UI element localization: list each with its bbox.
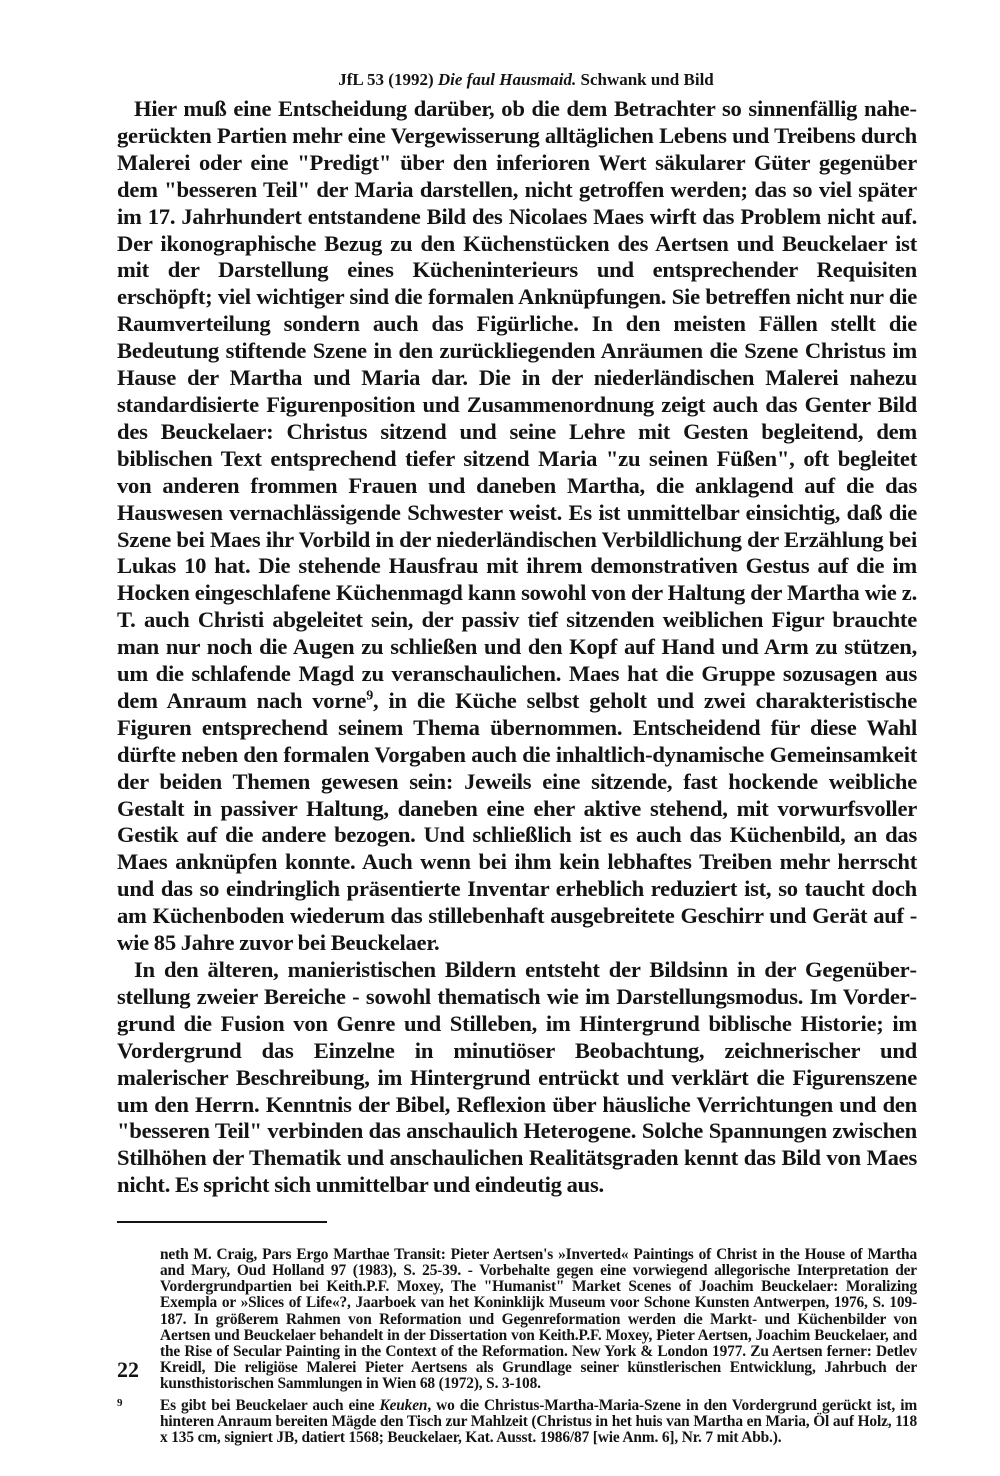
article-title-italic: Die faul Hausmaid. (437, 70, 577, 89)
footnote-reference-9: 9 (366, 688, 373, 704)
paragraph-2: In den älteren, manieristischen Bildern entsteht der Bildsinn in der Gegenüberstellung zweier Bereiche - sowohl thematisch wie im Darstellungsmodus. Im Vordergrund die Fusion von Genre und Stilleben, im Hintergrund biblische Historie; im Vordergrund das Einzelne in minutiöser Beobachtung, zeichnerischer und malerischer Beschreibung, im Hintergrund entrückt und verklärt die Figurenszene um den Herrn. Kenntnis der Bibel, Reflexion über häusliche Verrichtungen und den "besseren Teil" verbinden das anschaulich Heterogene. Solche Spannungen zwischen Stilhöhen der Thematik und anschaulichen Realitätsgraden kennt das Bild von Maes nicht. Es spricht sich unmittelbar und eindeutig aus. (117, 957, 917, 1198)
body-text (117, 96, 917, 1199)
footnote-continuation-text: neth M. Craig, Pars Ergo Marthae Transit: Pieter Aertsen's »Inverted« Paintings of Christ in the House of Martha and Mary, Oud Holland 97 (1983), S. 25-39. - Vorbehalte gegen eine vorwiegend allegorische Interpretation der Vordergrundpartien bei Keith.P.F. Moxey, The "Humanist" Market Scenes of Joachim Beuckelaer: Moralizing Exempla or »Slices of Life«?, Jaarboek van het Koninklijk Museum voor Schone Kunsten Antwerpen, 1976, S. 109-187. In größerem Rahmen von Reformation und Gegenreformation werden die Markt- und Küchenbilder von Aertsen und Beuckelaer behandelt in der Dissertation von Keith.P.F. Moxey, Pieter Aertsen, Joachim Beuckelaer, and the Rise of Secular Painting in the Context of the Reformation. New York & London 1977. Zu Aertsen ferner: Detlev Kreidl, Die religiöse Malerei Pieter Aertsens als Grundlage seiner künstlerischen Entwicklung, Jahrbuch der kunsthistorischen Sammlungen in Wien 68 (1972), S. 3-108. (160, 1246, 917, 1392)
journal-reference: JfL 53 (1992) (338, 70, 434, 89)
footnote-number: 9 (117, 1397, 123, 1409)
footnote-continuation (117, 1247, 917, 1392)
footnote-9-italic: Keuken (379, 1397, 428, 1414)
footnote-rule (117, 1221, 327, 1223)
footnote-9-text (160, 1397, 917, 1446)
running-head (117, 70, 917, 90)
paragraph-1-part-b: , in die Küche selbst geholt und zwei charakteristische Figuren entsprechend seinem Thema übernommen. Entscheidend für diese Wahl dürfte neben den formalen Vorgaben auch die inhaltlich-dynamische Gemeinsamkeit der beiden Themen gewesen sein: Jeweils eine sitzende, fast hockende weibliche Gestalt in passiver Haltung, daneben eine eher aktive stehend, mit vorwurfsvoller Gestik auf die andere bezogen. Und schließlich ist es auch das Küchenbild, an das Maes anknüpfen konnte. Auch wenn bei ihm kein lebhaftes Treiben mehr herrscht und das so eindringlich präsentierte Inventar erheblich reduziert ist, so taucht doch am Küchenboden wiederum das stillebenhaft ausgebreitete Geschirr und Gerät auf - wie 85 Jahre zuvor bei Beuckelaer. (117, 687, 917, 956)
paragraph-1 (117, 96, 917, 957)
footnote-9-part-b: , wo die Christus-Martha-Maria-Szene in den Vordergrund gerückt ist, im hinteren Anraum bereiten Mägde den Tisch zur Mahlzeit (Christus in het huis van Martha en Maria, Öl auf Holz, 118 x 135 cm, signiert JB, datiert 1568; Beuckelaer, Kat. Ausst. 1986/87 [wie Anm. 6], Nr. 7 mit Abb.). (160, 1397, 917, 1447)
footnote-9 (117, 1398, 917, 1446)
page (117, 70, 917, 1446)
paragraph-1-part-a: Hier muß eine Entscheidung darüber, ob die dem Betrachter so sinnenfällig nahegerückten Partien mehr eine Vergewisserung alltäglichen Lebens und Treibens durch Malerei oder eine "Predigt" über den inferioren Wert säkularer Güter gegenüber dem "besseren Teil" der Maria darstellen, nicht getroffen werden; das so viel später im 17. Jahrhundert entstandene Bild des Nicolaes Maes wirft das Problem nicht auf. Der ikonographische Bezug zu den Küchenstücken des Aertsen und Beuckelaer ist mit der Darstellung eines Kücheninterieurs und entsprechender Requisiten erschöpft; viel wichtiger sind die formalen Anknüpfungen. Sie betreffen nicht nur die Raumverteilung sondern auch das Figürliche. In den meisten Fällen stellt die Bedeutung stiftende Szene in den zurückliegenden Anräumen die Szene Christus im Hause der Martha und Maria dar. Die in der niederländischen Malerei nahezu standardisierte Figurenposition und Zusammenordnung zeigt auch das Genter Bild des Beuckelaer: Christus sitzend und seine Lehre mit Gesten begleitend, dem biblischen Text entsprechend tiefer sitzend Maria "zu seinen Füßen", oft begleitet von anderen frommen Frauen und daneben Martha, die anklagend auf die das Hauswesen vernachlässigende Schwester weist. Es ist unmittelbar einsichtig, daß die Szene bei Maes ihr Vorbild in der niederländischen Verbildlichung der Erzählung bei Lukas 10 hat. Die stehende Hausfrau mit ihrem demonstrativen Gestus auf die im Hocken eingeschlafene Küchenmagd kann sowohl von der Haltung der Martha wie z. T. auch Christi abgeleitet sein, der passiv tief sitzenden weiblichen Figur brauchte man nur noch die Augen zu schließen und den Kopf auf Hand und Arm zu stützen, um die schlafende Magd zu veranschaulichen. Maes hat die Gruppe sozusagen aus dem Anraum nach vorne (117, 96, 917, 713)
footnotes (117, 1247, 917, 1446)
footnote-9-part-a: Es gibt bei Beuckelaer auch eine (160, 1397, 380, 1414)
page-number: 22 (117, 1357, 139, 1382)
article-title-rest: Schwank und Bild (580, 70, 714, 89)
